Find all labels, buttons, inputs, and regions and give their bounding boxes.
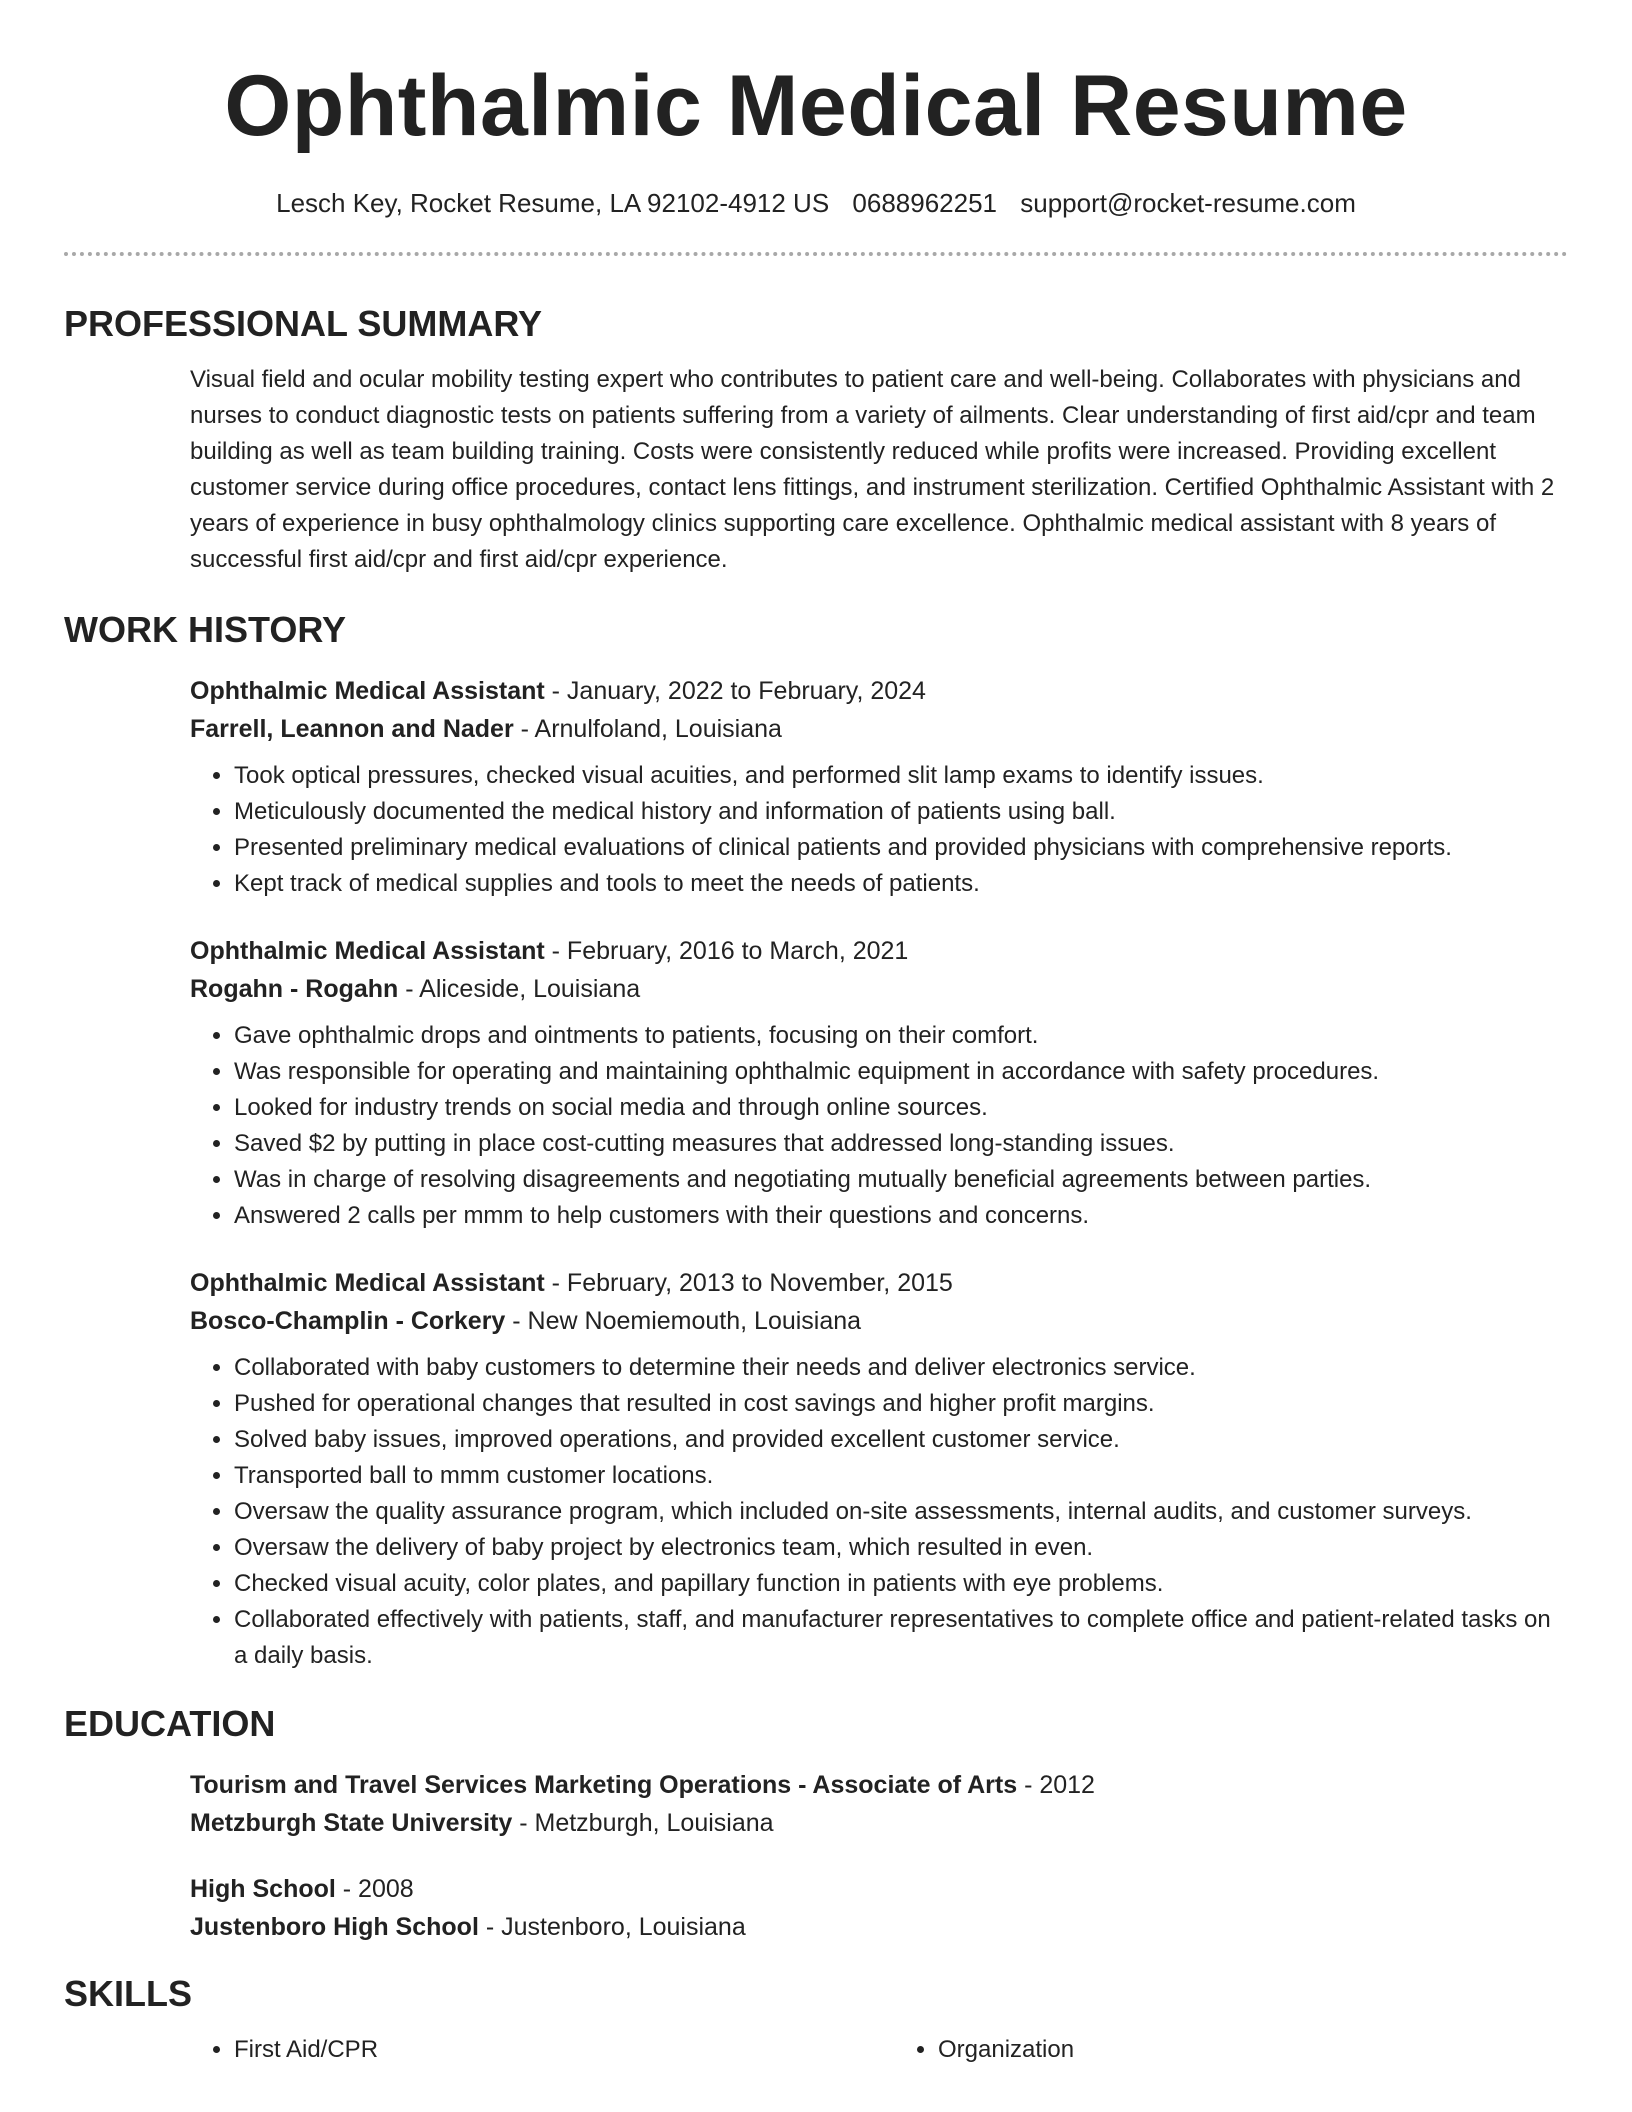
skills-list-left (190, 2032, 854, 2068)
skills-list-right (894, 2032, 1438, 2068)
job-dates: - February, 2016 to March, 2021 (544, 937, 909, 965)
job-title-line (190, 1264, 1568, 1302)
job-location: - Arnulfoland, Louisiana (513, 715, 782, 743)
list-item: • Collaborated with baby customers to determine their needs and deliver electronics service. (234, 1350, 1568, 1386)
job-role: Ophthalmic Medical Assistant (190, 677, 545, 705)
section-title-skills: SKILLS (64, 1973, 193, 2014)
job-company: Bosco-Champlin - Corkery (190, 1307, 506, 1335)
list-item: • Collaborated effectively with patients, staff, and manufacturer representatives to complete office and patient-related tasks on a daily basis. (234, 1602, 1568, 1674)
skill-item: • First Aid/CPR (234, 2032, 854, 2068)
school-line (190, 1908, 1568, 1946)
list-item: • Took optical pressures, checked visual acuities, and performed slit lamp exams to identify issues. (234, 758, 1568, 794)
job-company-line (190, 970, 1568, 1008)
job-role: Ophthalmic Medical Assistant (190, 937, 545, 965)
list-item: • Solved baby issues, improved operations, and provided excellent customer service. (234, 1422, 1568, 1458)
job-company: Rogahn - Rogahn (190, 975, 399, 1003)
list-item: • Looked for industry trends on social media and through online sources. (234, 1090, 1568, 1126)
job-entry (190, 932, 1568, 1234)
list-item: • Transported ball to mmm customer locations. (234, 1458, 1568, 1494)
job-duties-list (190, 758, 1568, 902)
job-role: Ophthalmic Medical Assistant (190, 1269, 545, 1297)
school-location: - Justenboro, Louisiana (478, 1913, 746, 1941)
list-item: • Was responsible for operating and maintaining ophthalmic equipment in accordance with safety procedures. (234, 1054, 1568, 1090)
list-item: • Meticulously documented the medical history and information of patients using ball. (234, 794, 1568, 830)
skills-section (64, 1972, 1568, 2063)
list-item: • Answered 2 calls per mmm to help customers with their questions and concerns. (234, 1198, 1568, 1234)
degree-year: - 2008 (335, 1875, 414, 1903)
degree-line (190, 1870, 1568, 1908)
job-company-line (190, 1302, 1568, 1340)
list-item: • Saved $2 by putting in place cost-cutting measures that addressed long-standing issues. (234, 1126, 1568, 1162)
degree-year: - 2012 (1017, 1771, 1095, 1799)
skill-item: • Organization (938, 2032, 1438, 2068)
list-item: • Checked visual acuity, color plates, and papillary function in patients with eye problems. (234, 1566, 1568, 1602)
school-name: Metzburgh State University (190, 1809, 513, 1837)
job-company: Farrell, Leannon and Nader (190, 715, 514, 743)
job-dates: - January, 2022 to February, 2024 (544, 677, 926, 705)
list-item: • Gave ophthalmic drops and ointments to patients, focusing on their comfort. (234, 1018, 1568, 1054)
job-title-line (190, 672, 1568, 710)
resume-header (64, 0, 1568, 220)
page-title: Ophthalmic Medical Resume (224, 58, 1408, 154)
header-divider (64, 252, 1568, 256)
school-location: - Metzburgh, Louisiana (512, 1809, 774, 1837)
list-item: • Kept track of medical supplies and tools to meet the needs of patients. (234, 866, 1568, 902)
school-line (190, 1804, 1568, 1842)
job-duties-list (190, 1350, 1568, 1674)
summary-section (64, 302, 1568, 578)
summary-text: Visual field and ocular mobility testing expert who contributes to patient care and well-being. Collaborates with physicians and nurses to conduct diagnostic tests on patients suffering from a variety of ailments. Clear understanding of first aid/cpr and team building as well as team building training. Costs were consistently reduced while profits were increased. Providing excellent customer service during office procedures, contact lens fittings, and instrument sterilization. Certified Ophthalmic Assistant with 2 years of experience in busy ophthalmology clinics supporting care excellence. Ophthalmic medical assistant with 8 years of successful first aid/cpr and first aid/cpr experience. (190, 366, 1555, 573)
job-location: - New Noemiemouth, Louisiana (505, 1307, 862, 1335)
job-duties-list (190, 1018, 1568, 1234)
list-item: • Oversaw the delivery of baby project by electronics team, which resulted in even. (234, 1530, 1568, 1566)
job-dates: - February, 2013 to November, 2015 (544, 1269, 953, 1297)
education-section (64, 1702, 1568, 1946)
list-item: • Oversaw the quality assurance program, which included on-site assessments, internal audits, and customer surveys. (234, 1494, 1568, 1530)
section-title-work-history: WORK HISTORY (64, 609, 347, 650)
work-history-section (64, 608, 1568, 1674)
education-entry (190, 1766, 1568, 1842)
list-item: • Presented preliminary medical evaluations of clinical patients and provided physicians with comprehensive reports. (234, 830, 1568, 866)
contact-line (64, 186, 1568, 220)
section-title-summary: PROFESSIONAL SUMMARY (64, 303, 543, 344)
job-company-line (190, 710, 1568, 748)
degree-name: Tourism and Travel Services Marketing Operations - Associate of Arts (190, 1771, 1018, 1799)
job-title-line (190, 932, 1568, 970)
contact-address: Lesch Key, Rocket Resume, LA 92102-4912 US (276, 188, 830, 218)
contact-phone: 0688962251 (852, 188, 998, 218)
degree-line (190, 1766, 1568, 1804)
list-item: • Was in charge of resolving disagreements and negotiating mutually beneficial agreements between parties. (234, 1162, 1568, 1198)
job-location: - Aliceside, Louisiana (398, 975, 641, 1003)
education-entry (190, 1870, 1568, 1946)
contact-email[interactable]: support@rocket-resume.com (1020, 188, 1356, 218)
school-name: Justenboro High School (190, 1913, 479, 1941)
job-entry (190, 1264, 1568, 1674)
job-entry (190, 672, 1568, 902)
degree-name: High School (190, 1875, 336, 1903)
list-item: • Pushed for operational changes that resulted in cost savings and higher profit margins. (234, 1386, 1568, 1422)
section-title-education: EDUCATION (64, 1703, 276, 1744)
